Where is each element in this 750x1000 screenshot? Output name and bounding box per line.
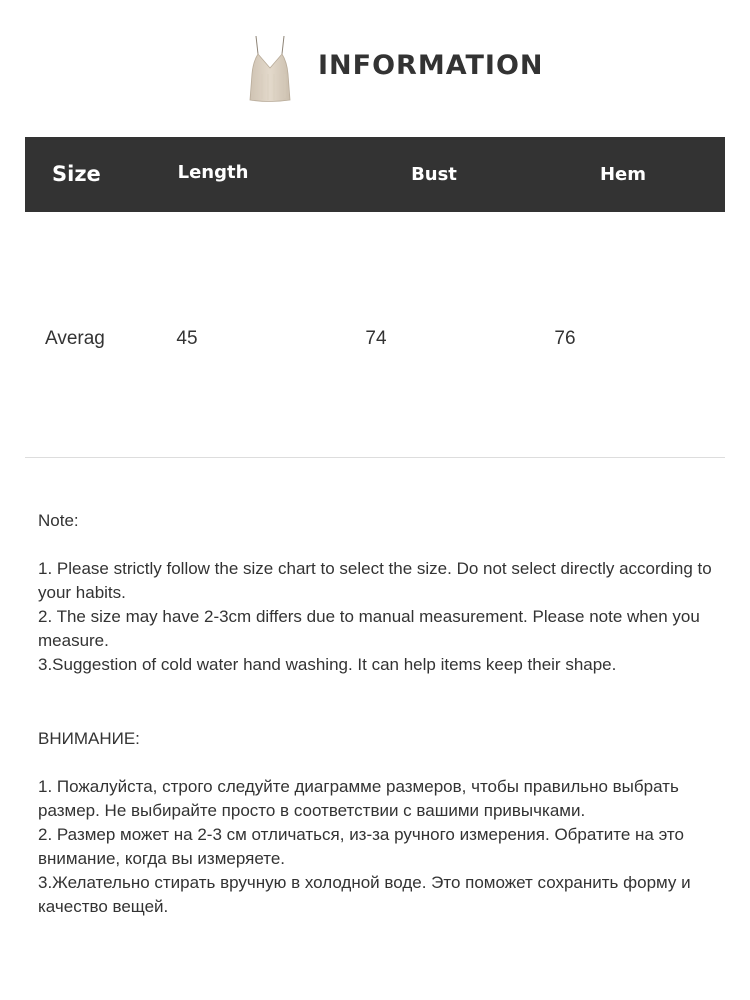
column-header-length: Length [177,162,249,183]
cell-hem: 76 [554,328,576,349]
page-title: INFORMATION [318,50,544,81]
note-item-en-3: 3.Suggestion of cold water hand washing. It can help items keep their shape. [38,655,617,674]
note-item-en-1: 1. Please strictly follow the size chart to select the size. Do not select directly according to your habits. [38,559,712,602]
note-heading-en: Note: [38,511,79,530]
cell-size: Averag [45,328,105,349]
size-table-header [25,137,725,212]
note-item-ru-3: 3.Желательно стирать вручную в холодной воде. Это поможет сохранить форму и качество вещей. [38,873,691,916]
cell-length: 45 [176,328,198,349]
info-header [0,30,750,110]
table-row [25,320,725,360]
note-item-en-2: 2. The size may have 2-3cm differs due to manual measurement. Please note when you measure. [38,607,700,650]
cell-bust: 74 [365,328,387,349]
column-header-hem: Hem [599,164,647,185]
notes-section [38,509,718,919]
note-item-ru-1: 1. Пожалуйста, строго следуйте диаграмме размеров, чтобы правильно выбрать размер. Не выбирайте просто в соответствии с вашими привычками. [38,777,679,820]
divider [25,457,725,458]
camisole-icon [244,34,296,102]
column-header-bust: Bust [411,164,457,185]
note-item-ru-2: 2. Размер может на 2-3 см отличаться, из-за ручного измерения. Обратите на это внимание, когда вы измеряете. [38,825,684,868]
note-heading-ru: ВНИМАНИЕ: [38,729,140,748]
column-header-size: Size [52,162,101,186]
